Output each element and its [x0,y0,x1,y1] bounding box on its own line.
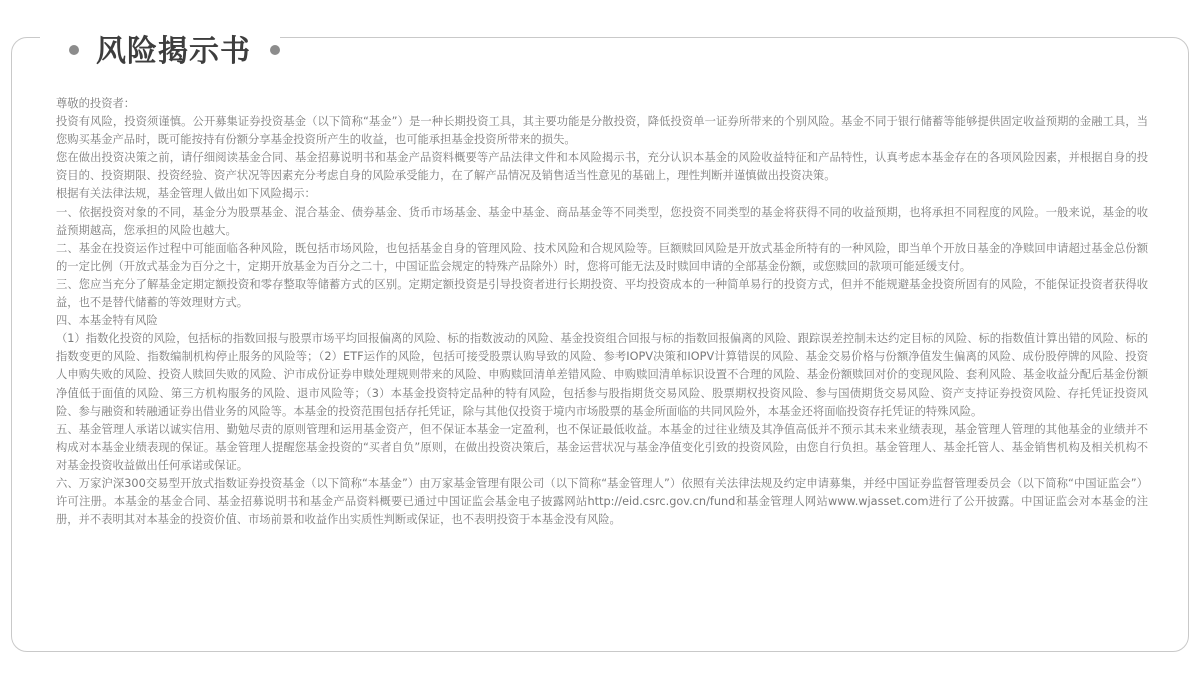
page-title: 风险揭示书 [96,34,251,69]
paragraph-item-4-heading: 四、本基金特有风险 [56,314,158,328]
title-left-dot [69,45,79,55]
paragraph-item-1: 一、依据投资对象的不同，基金分为股票基金、混合基金、债券基金、货币市场基金、基金中基金、商品基金等不同类型，您投资不同类型的基金将获得不同的收益预期，也将承担不同程度的风险。一般来说，基金的收益预期越高，您承担的风险也越大。 [56,205,1148,237]
paragraph-item-3: 三、您应当充分了解基金定期定额投资和零存整取等储蓄方式的区别。定期定额投资是引导投资者进行长期投资、平均投资成本的一种简单易行的投资方式，但并不能规避基金投资所固有的风险，不能保证投资者获得收益，也不是替代储蓄的等效理财方式。 [56,277,1148,310]
paragraph-decision: 您在做出投资决策之前，请仔细阅读基金合同、基金招募说明书和基金产品资料概要等产品法律文件和本风险揭示书，充分认识本基金的风险收益特征和产品特性，认真考虑本基金存在的各项风险因素，并根据自身的投资目的、投资期限、投资经验、资产状况等因素充分考虑自身的风险承受能力，在了解产品情况及销售适当性意见的基础上，理性判断并谨慎做出投资决策。 [56,151,1148,183]
paragraph-item-2: 二、基金在投资运作过程中可能面临各种风险，既包括市场风险，也包括基金自身的管理风险、技术风险和合规风险等。巨额赎回风险是开放式基金所特有的一种风险，即当单个开放日基金的净赎回申请超过基金总份额的一定比例（开放式基金为百分之十，定期开放基金为百分之二十，中国证监会规定的特殊产品除外）时，您将可能无法及时赎回申请的全部基金份额，或您赎回的款项可能延缓支付。 [56,241,1148,273]
title-right-dot [270,45,280,55]
paragraph-item-5: 五、基金管理人承诺以诚实信用、勤勉尽责的原则管理和运用基金资产，但不保证本基金一定盈利，也不保证最低收益。本基金的过往业绩及其净值高低并不预示其未来业绩表现，基金管理人管理的其他基金的业绩并不构成对本基金业绩表现的保证。基金管理人提醒您基金投资的“买者自负”原则，在做出投资决策后，基金运营状况与基金净值变化引致的投资风险，由您自行负担。基金管理人、基金托管人、基金销售机构及相关机构不对基金投资收益做出任何承诺或保证。 [56,422,1148,472]
risk-disclosure-content [56,95,1148,529]
paragraph-item-6: 六、万家沪深300交易型开放式指数证券投资基金（以下简称“本基金”）由万家基金管理有限公司（以下简称“基金管理人”）依照有关法律法规及约定申请募集，并经中国证券监督管理委员会（以下简称“中国证监会”）许可注册。本基金的基金合同、基金招募说明书和基金产品资料概要已通过中国证监会基金电子披露网站http://eid.csrc.gov.cn/fund和基金管理人网站www.wjasset.com进行了公开披露。中国证监会对本基金的注册，并不表明其对本基金的投资价值、市场前景和收益作出实质性判断或保证，也不表明投资于本基金没有风险。 [56,476,1148,527]
greeting: 尊敬的投资者： [56,97,136,110]
paragraph-intro: 投资有风险，投资须谨慎。公开募集证券投资基金（以下简称“基金”）是一种长期投资工具，其主要功能是分散投资，降低投资单一证券所带来的个别风险。基金不同于银行储蓄等能够提供固定收益预期的金融工具，当您购买基金产品时，既可能按持有份额分享基金投资所产生的收益，也可能承担基金投资所带来的损失。 [56,115,1148,147]
paragraph-item-4-detail: （1）指数化投资的风险，包括标的指数回报与股票市场平均回报偏离的风险、标的指数波动的风险、基金投资组合回报与标的指数回报偏离的风险、跟踪误差控制未达约定目标的风险、标的指数值计算出错的风险、标的指数变更的风险、指数编制机构停止服务的风险等；（2）ETF运作的风险，包括可接受股票认购导致的风险、参考IOPV决策和IOPV计算错误的风险、基金交易价格与份额净值发生偏离的风险、成份股停牌的风险、投资人申购失败的风险、投资人赎回失败的风险、沪市成份证券申赎处理规则带来的风险、申购赎回清单差错风险、申购赎回清单标识设置不合理的风险、基金份额赎回对价的变现风险、套利风险、基金收益分配后基金份额净值低于面值的风险、第三方机构服务的风险、退市风险等；（3）本基金投资特定品种的特有风险，包括参与股指期货交易风险、股票期权投资风险、参与国债期货交易风险、资产支持证券投资风险、存托凭证投资风险、参与融资和转融通证券出借业务的风险等。本基金的投资范围包括存托凭证，除与其他仅投资于境内市场股票的基金所面临的共同风险外，本基金还将面临投资存托凭证的特殊风险。 [56,332,1148,418]
paragraph-legal-basis: 根据有关法律法规，基金管理人做出如下风险揭示： [56,187,316,201]
